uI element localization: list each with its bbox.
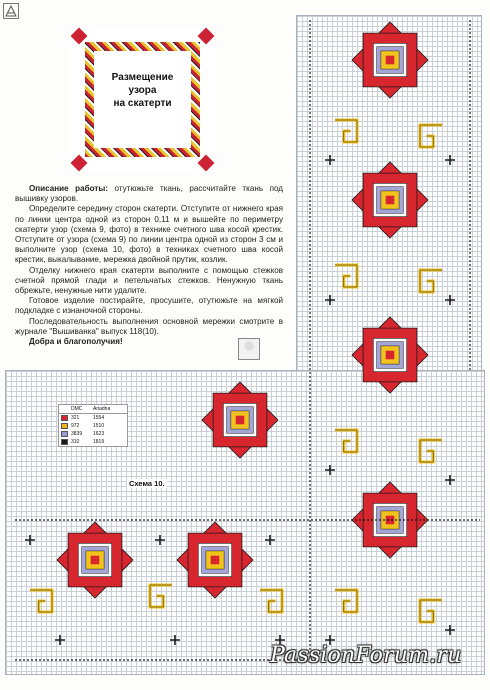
legend-ariadna-code: 1510 <box>93 423 105 429</box>
description-label: Описание работы: <box>29 184 108 193</box>
star-motif-icon <box>386 196 395 205</box>
cross-motif-icon <box>325 155 335 165</box>
cross-motif-icon <box>155 535 165 545</box>
legend-ariadna-code: 1819 <box>93 439 105 445</box>
paragraph-edge-finish: Отделку нижнего края скатерти выполните с помощью стежков счетной прямой глади и петельчатых стежков. Ненужную ткань обрежьте, ненужные нити удалите. <box>15 265 283 296</box>
spiral-motif-icon <box>335 430 357 452</box>
paragraph-description <box>15 184 283 204</box>
star-motif-icon <box>236 416 245 425</box>
legend-row <box>59 414 127 422</box>
scheme-label: Схема 10. <box>129 479 165 488</box>
legend-dmc-code: 321 <box>71 415 80 421</box>
thread-legend <box>58 404 128 447</box>
cross-motif-icon <box>325 295 335 305</box>
preview-corner-motif-icon <box>71 155 88 172</box>
cross-motif-icon <box>445 625 455 635</box>
cross-motif-icon <box>445 155 455 165</box>
legend-row <box>59 438 127 446</box>
swatch-lavender-icon <box>61 431 68 437</box>
preview-corner-motif-icon <box>198 155 215 172</box>
spiral-motif-icon <box>335 265 357 287</box>
spiral-motif-icon <box>420 600 442 622</box>
spiral-motif-icon <box>335 590 357 612</box>
cross-motif-icon <box>55 635 65 645</box>
legend-ariadna-code: 1623 <box>93 431 105 437</box>
legend-row <box>59 422 127 430</box>
preview-title-line: узора <box>128 85 157 96</box>
paragraph-reference: Последовательность выполнения основной мережки смотрите в журнале "Вышиванка" выпуск 118(10). <box>15 316 283 336</box>
star-motif-icon <box>386 56 395 65</box>
legend-header-dmc: DMC <box>71 406 83 412</box>
legend-dmc-code: 3839 <box>71 431 83 437</box>
star-motif-icon <box>91 556 100 565</box>
spiral-motif-icon <box>260 590 282 612</box>
description-text: отутюжьте ткань, рассчитайте ткань под вышивку узоров. <box>15 184 284 204</box>
spiral-motif-icon <box>30 590 52 612</box>
cross-motif-icon <box>265 535 275 545</box>
preview-title-line: Размещение <box>111 72 174 83</box>
legend-ariadna-code: 1554 <box>93 415 105 421</box>
spiral-motif-icon <box>420 125 442 147</box>
swatch-red-icon <box>61 415 68 421</box>
paragraph-instructions: Определите середину сторон скатерти. Отступите от нижнего края по линии центра одной из сторон 0,11 м и вышейте по периметру скатерти узор (схема 9, фото) в технике счетного шва косой крестик. Отступите от узора (схема 9) по линии центра одной из сторон 3 см и выполните узор (схема 10, фото) в техниках счетного шва косой крестик, выкалывание, мережка двойной прутик, козлик. <box>15 204 283 265</box>
watermark: PassionForum.ru <box>270 643 462 668</box>
star-motif-icon <box>386 516 395 525</box>
spiral-motif-icon <box>420 270 442 292</box>
cross-motif-icon <box>445 475 455 485</box>
swatch-black-icon <box>61 439 68 445</box>
cross-motif-icon <box>170 635 180 645</box>
doll-figure-icon <box>238 338 260 360</box>
legend-dmc-code: 972 <box>71 423 80 429</box>
star-motif-icon <box>211 556 220 565</box>
cross-motif-icon <box>445 295 455 305</box>
closing-wish: Добра и благополучия! <box>29 337 123 347</box>
swatch-yellow-icon <box>61 423 68 429</box>
cross-motif-icon <box>325 465 335 475</box>
preview-corner-motif-icon <box>198 28 215 45</box>
spiral-motif-icon <box>335 120 357 142</box>
article-text <box>15 184 283 347</box>
spiral-motif-icon <box>420 440 442 462</box>
spiral-motif-icon <box>150 585 172 607</box>
layout-preview <box>70 27 215 172</box>
star-motif-icon <box>386 351 395 360</box>
legend-dmc-code: 310 <box>71 439 80 445</box>
preview-title-line: на скатерти <box>113 98 172 109</box>
legend-row <box>59 430 127 438</box>
legend-header <box>59 405 127 414</box>
preview-title <box>94 71 191 110</box>
paragraph-washing: Готовое изделие постирайте, просушите, отутюжьте на мягкой подкладке с изнаночной стороны. <box>15 296 283 316</box>
legend-header-ariadna: Ariadna <box>93 406 111 412</box>
cross-motif-icon <box>25 535 35 545</box>
